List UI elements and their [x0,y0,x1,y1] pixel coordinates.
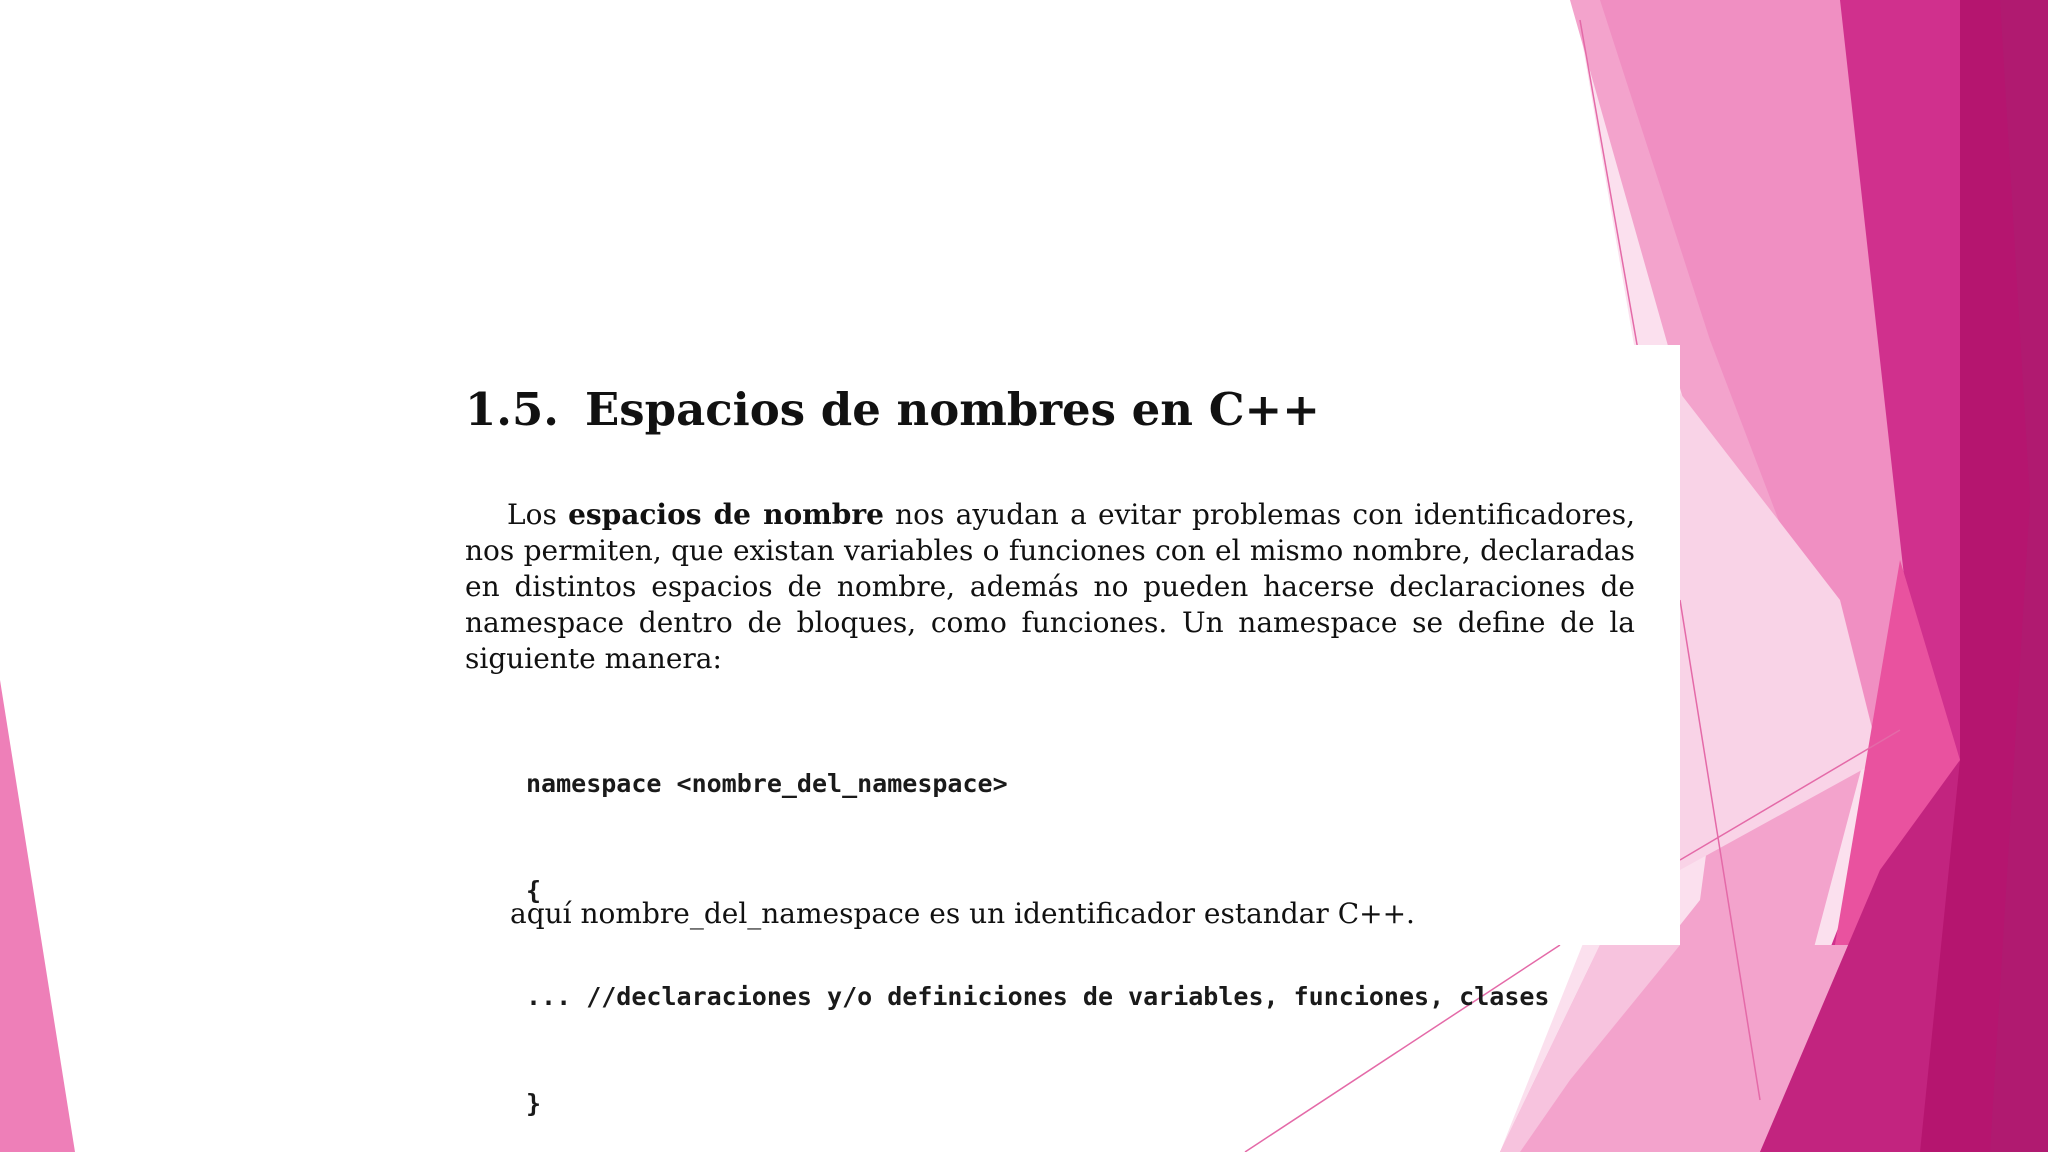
closing-sentence: aquí nombre_del_namespace es un identificador estandar C++. [510,897,1415,930]
code-line: { [526,875,542,905]
body-paragraph [465,497,1635,677]
paragraph-bold-term: espacios de nombre [568,498,884,531]
code-line: } [526,1088,542,1118]
section-title: Espacios de nombres en C++ [585,383,1320,436]
code-line: namespace <nombre_del_namespace> [526,769,1008,798]
code-line: ... //declaraciones y/o definiciones de variables, funciones, clases [526,982,1550,1011]
section-heading [465,383,1320,436]
document-image [440,345,1680,1118]
section-number: 1.5. [465,383,559,436]
paragraph-rest: nos ayudan a evitar problemas con identificadores, nos permiten, que existan variables o funciones con el mismo nombre, declaradas en distintos espacios de nombre, además no pueden hacerse declaraciones de namespace dentro de bloques, como funciones. Un namespace se define de la siguiente manera: [465,498,1635,675]
left-wedge [0,680,75,1152]
paragraph-lead: Los [507,498,569,531]
